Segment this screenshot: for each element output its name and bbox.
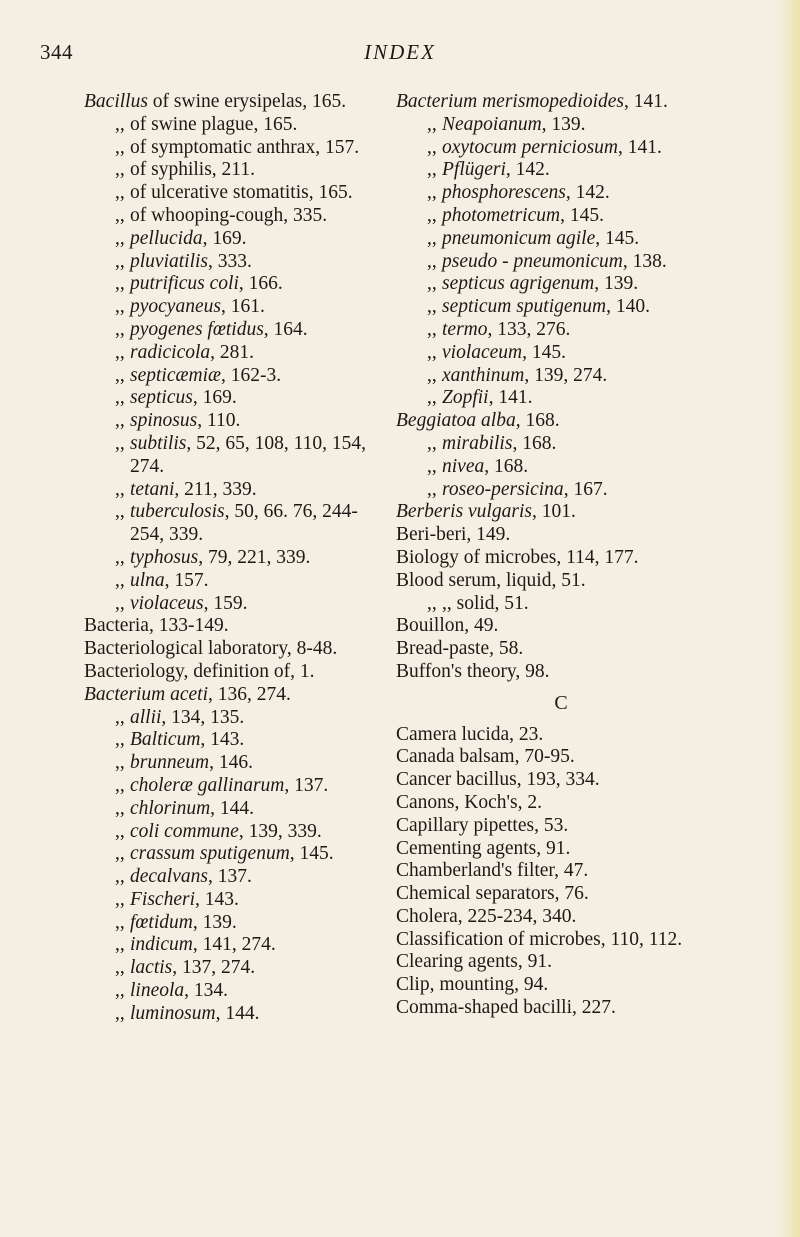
taxon-name: pyogenes fœtidus bbox=[130, 318, 264, 340]
ditto-mark: ,, bbox=[115, 159, 125, 181]
index-subentry bbox=[396, 114, 726, 137]
index-entry bbox=[396, 570, 726, 593]
index-entry bbox=[396, 883, 726, 906]
index-entry bbox=[396, 724, 726, 747]
ditto-mark: ,, bbox=[427, 250, 437, 272]
index-subentry bbox=[396, 593, 726, 616]
taxon-name: pyocyaneus bbox=[130, 296, 221, 318]
ditto-mark: ,, bbox=[115, 546, 125, 568]
ditto-mark: ,, bbox=[427, 159, 437, 181]
entry-text: , 139. bbox=[541, 113, 586, 135]
index-entry bbox=[396, 906, 726, 929]
entry-text: Buffon's theory, 98. bbox=[396, 660, 550, 682]
taxon-name: typhosus bbox=[130, 546, 199, 568]
ditto-mark: ,, bbox=[115, 729, 125, 751]
entry-text: , 101. bbox=[531, 501, 576, 523]
entry-text: Capillary pipettes, 53. bbox=[396, 814, 569, 836]
taxon-name: brunneum bbox=[130, 752, 210, 774]
ditto-mark: ,, bbox=[115, 273, 125, 295]
ditto-mark: ,, bbox=[427, 113, 437, 135]
index-entry bbox=[396, 838, 726, 861]
taxon-name: septicæmiæ bbox=[130, 364, 221, 386]
taxon-name: Bacterium aceti bbox=[84, 683, 208, 705]
index-subentry bbox=[84, 479, 384, 502]
taxon-name: spinosus bbox=[130, 410, 198, 432]
taxon-name: Zopfii bbox=[442, 387, 489, 409]
index-entry bbox=[396, 638, 726, 661]
entry-text: , 141, 274. bbox=[192, 934, 276, 956]
index-subentry bbox=[396, 296, 726, 319]
index-subentry bbox=[396, 456, 726, 479]
index-entry bbox=[396, 547, 726, 570]
section-letter-heading: C bbox=[554, 691, 568, 714]
index-subentry bbox=[396, 342, 726, 365]
index-subentry bbox=[84, 228, 384, 251]
ditto-mark: ,, bbox=[115, 980, 125, 1002]
taxon-name: crassum sputigenum bbox=[130, 843, 290, 865]
ditto-mark: ,, bbox=[427, 478, 437, 500]
taxon-name: coli commune bbox=[130, 820, 239, 842]
entry-text: Cancer bacillus, 193, 334. bbox=[396, 769, 600, 791]
entry-text: , 146. bbox=[209, 752, 253, 774]
entry-text: , 134. bbox=[184, 980, 229, 1002]
taxon-name: radicicola bbox=[130, 341, 211, 363]
taxon-name: Berberis vulgaris bbox=[396, 501, 532, 523]
ditto-mark: ,, bbox=[115, 752, 125, 774]
taxon-name: pneumonicum agile bbox=[442, 227, 596, 249]
index-subentry bbox=[84, 821, 384, 844]
index-entry bbox=[396, 615, 726, 638]
entry-text: , 133, 276. bbox=[487, 318, 571, 340]
ditto-mark: ,, bbox=[115, 866, 125, 888]
entry-text: , 169. bbox=[192, 387, 237, 409]
index-subentry bbox=[396, 273, 726, 296]
index-subentry bbox=[84, 296, 384, 319]
taxon-name: Bacterium merismopedioides bbox=[396, 91, 625, 112]
index-subentry bbox=[84, 547, 384, 570]
entry-text: , 139. bbox=[192, 911, 237, 933]
entry-text: Chamberland's filter, 47. bbox=[396, 860, 589, 882]
index-subentry bbox=[84, 319, 384, 342]
index-entry bbox=[396, 860, 726, 883]
index-subentry bbox=[396, 387, 726, 410]
entry-text: Chemical separators, 76. bbox=[396, 883, 589, 905]
index-subentry bbox=[84, 387, 384, 410]
ditto-mark: ,, bbox=[115, 182, 125, 204]
index-subentry bbox=[84, 912, 384, 935]
index-subentry bbox=[84, 205, 384, 228]
ditto-mark: ,, bbox=[115, 204, 125, 226]
entry-text: Blood serum, liquid, 51. bbox=[396, 569, 586, 591]
taxon-name: Pflügeri bbox=[442, 159, 506, 181]
entry-text: , 137. bbox=[284, 774, 329, 796]
taxon-name: pluviatilis bbox=[130, 250, 208, 272]
taxon-name: Fischeri bbox=[130, 888, 195, 910]
taxon-name: chlorinum bbox=[130, 797, 211, 819]
entry-text: ,, solid, 51. bbox=[442, 592, 529, 614]
index-subentry bbox=[396, 205, 726, 228]
entry-text: , 137, 274. bbox=[172, 957, 256, 979]
index-column-right bbox=[396, 91, 726, 1020]
index-subentry bbox=[84, 752, 384, 775]
entry-text: , 166. bbox=[238, 273, 283, 295]
index-subentry bbox=[84, 410, 384, 433]
ditto-mark: ,, bbox=[115, 113, 125, 135]
index-entry bbox=[396, 929, 726, 952]
ditto-mark: ,, bbox=[115, 843, 125, 865]
entry-text: Bacteriological laboratory, 8-48. bbox=[84, 638, 338, 660]
index-subentry bbox=[396, 479, 726, 502]
entry-text: Bacteria, 133-149. bbox=[84, 615, 229, 637]
ditto-mark: ,, bbox=[115, 957, 125, 979]
taxon-name: nivea bbox=[442, 455, 485, 477]
ditto-mark: ,, bbox=[427, 364, 437, 386]
index-subentry bbox=[84, 159, 384, 182]
entry-text: Bread-paste, 58. bbox=[396, 638, 524, 660]
entry-text: , 145. bbox=[522, 341, 567, 363]
index-entry bbox=[84, 91, 384, 114]
entry-text: Cementing agents, 91. bbox=[396, 837, 571, 859]
index-entry bbox=[84, 615, 384, 638]
entry-text: of ulcerative stomatitis, 165. bbox=[130, 182, 353, 204]
taxon-name: roseo-persicina bbox=[442, 478, 564, 500]
ditto-mark: ,, bbox=[115, 387, 125, 409]
running-head: INDEX bbox=[364, 40, 436, 64]
index-subentry bbox=[84, 843, 384, 866]
entry-text: , 141. bbox=[624, 91, 668, 112]
ditto-mark: ,, bbox=[115, 569, 125, 591]
entry-text: of syphilis, 211. bbox=[130, 159, 255, 181]
index-subentry bbox=[84, 866, 384, 889]
ditto-mark: ,, bbox=[427, 341, 437, 363]
ditto-mark: ,, bbox=[115, 136, 125, 158]
ditto-mark: ,, bbox=[427, 455, 437, 477]
entry-text: , 168. bbox=[512, 432, 557, 454]
entry-text: , 141. bbox=[488, 387, 533, 409]
entry-text: , 79, 221, 339. bbox=[198, 546, 311, 568]
entry-text: , 142. bbox=[505, 159, 550, 181]
index-subentry bbox=[396, 137, 726, 160]
entry-text: Biology of microbes, 114, 177. bbox=[396, 546, 639, 568]
entry-text: , 137. bbox=[207, 866, 252, 888]
taxon-name: xanthinum bbox=[442, 364, 525, 386]
index-subentry bbox=[84, 137, 384, 160]
entry-text: , 136, 274. bbox=[208, 683, 291, 705]
index-subentry bbox=[84, 934, 384, 957]
index-entry bbox=[396, 769, 726, 792]
index-subentry bbox=[84, 570, 384, 593]
index-subentry bbox=[84, 957, 384, 980]
entry-text: of swine erysipelas, 165. bbox=[147, 91, 347, 112]
ditto-mark: ,, bbox=[115, 774, 125, 796]
entry-text: , 139. bbox=[594, 273, 639, 295]
entry-text: , 211, 339. bbox=[174, 478, 257, 500]
entry-text: of whooping-cough, 335. bbox=[130, 204, 328, 226]
index-subentry bbox=[84, 114, 384, 137]
index-entry bbox=[396, 792, 726, 815]
index-subentry bbox=[84, 707, 384, 730]
index-subentry bbox=[84, 251, 384, 274]
entry-text: , 281. bbox=[210, 341, 255, 363]
ditto-mark: ,, bbox=[115, 706, 125, 728]
index-subentry bbox=[84, 593, 384, 616]
entry-text: Canons, Koch's, 2. bbox=[396, 791, 542, 813]
taxon-name: violaceus bbox=[130, 592, 204, 614]
taxon-name: subtilis bbox=[130, 432, 187, 454]
taxon-name: termo bbox=[442, 318, 488, 340]
index-subentry bbox=[84, 501, 384, 547]
ditto-mark: ,, bbox=[115, 501, 125, 523]
ditto-mark: ,, bbox=[115, 410, 125, 432]
ditto-mark: ,, bbox=[115, 797, 125, 819]
entry-text: , 169. bbox=[202, 227, 247, 249]
index-entry bbox=[396, 501, 726, 524]
entry-text: , 134, 135. bbox=[161, 706, 245, 728]
taxon-name: Bacillus bbox=[84, 91, 148, 112]
taxon-name: lactis bbox=[130, 957, 173, 979]
taxon-name: indicum bbox=[130, 934, 193, 956]
entry-text: , 159. bbox=[203, 592, 248, 614]
ditto-mark: ,, bbox=[115, 1002, 125, 1024]
index-subentry bbox=[84, 273, 384, 296]
taxon-name: pellucida bbox=[130, 227, 203, 249]
taxon-name: Balticum bbox=[130, 729, 201, 751]
index-entry bbox=[84, 638, 384, 661]
ditto-mark: ,, bbox=[427, 273, 437, 295]
taxon-name: septicus bbox=[130, 387, 193, 409]
taxon-name: Beggiatoa alba bbox=[396, 410, 516, 432]
ditto-mark: ,, bbox=[427, 136, 437, 158]
entry-text: , 168. bbox=[484, 455, 529, 477]
index-subentry bbox=[84, 889, 384, 912]
entry-text: , 167. bbox=[563, 478, 608, 500]
index-subentry bbox=[396, 182, 726, 205]
taxon-name: septicus agrigenum bbox=[442, 273, 595, 295]
entry-text: of swine plague, 165. bbox=[130, 113, 298, 135]
taxon-name: pseudo - pneumonicum bbox=[442, 250, 623, 272]
ditto-mark: ,, bbox=[427, 227, 437, 249]
taxon-name: putrificus coli bbox=[130, 273, 239, 295]
taxon-name: phosphorescens bbox=[442, 182, 566, 204]
entry-text: , 50, 66. 76, 244-254, 339. bbox=[130, 501, 358, 546]
index-entry bbox=[396, 951, 726, 974]
ditto-mark: ,, bbox=[115, 820, 125, 842]
ditto-mark: ,, bbox=[115, 227, 125, 249]
index-subentry bbox=[84, 365, 384, 388]
entry-text: , 145. bbox=[289, 843, 334, 865]
index-subentry bbox=[84, 775, 384, 798]
entry-text: , 139, 274. bbox=[524, 364, 608, 386]
taxon-name: fœtidum bbox=[130, 911, 193, 933]
entry-text: , 164. bbox=[263, 318, 308, 340]
taxon-name: decalvans bbox=[130, 866, 208, 888]
taxon-name: Neapoianum bbox=[442, 113, 542, 135]
entry-text: , 144. bbox=[210, 797, 255, 819]
ditto-mark: ,, bbox=[115, 318, 125, 340]
taxon-name: oxytocum perniciosum bbox=[442, 136, 618, 158]
entry-text: of symptomatic anthrax, 157. bbox=[130, 136, 360, 158]
entry-text: Camera lucida, 23. bbox=[396, 723, 544, 745]
entry-text: , 333. bbox=[208, 250, 252, 272]
entry-text: Cholera, 225-234, 340. bbox=[396, 905, 577, 927]
ditto-mark: ,, bbox=[427, 182, 437, 204]
entry-text: Classification of microbes, 110, 112. bbox=[396, 928, 683, 950]
index-entry bbox=[396, 91, 726, 114]
entry-text: , 145. bbox=[595, 227, 640, 249]
entry-text: , 138. bbox=[622, 250, 667, 272]
entry-text: , 144. bbox=[215, 1002, 260, 1024]
index-entry bbox=[84, 684, 384, 707]
ditto-mark: ,, bbox=[115, 911, 125, 933]
ditto-mark: ,, bbox=[427, 387, 437, 409]
entry-text: , 110. bbox=[197, 410, 241, 432]
taxon-name: allii bbox=[130, 706, 162, 728]
index-column-left bbox=[84, 91, 384, 1026]
index-entry bbox=[396, 974, 726, 997]
index-subentry bbox=[396, 433, 726, 456]
ditto-mark: ,, bbox=[115, 364, 125, 386]
index-entry bbox=[396, 997, 726, 1020]
index-entry bbox=[396, 815, 726, 838]
entry-text: Bacteriology, definition of, 1. bbox=[84, 660, 315, 682]
entry-text: , 52, 65, 108, 110, 154, 274. bbox=[130, 432, 367, 477]
entry-text: Canada balsam, 70-95. bbox=[396, 746, 575, 768]
ditto-mark: ,, bbox=[115, 341, 125, 363]
ditto-mark: ,, bbox=[115, 888, 125, 910]
index-entry bbox=[84, 661, 384, 684]
ditto-mark: ,, bbox=[115, 250, 125, 272]
entry-text: , 143. bbox=[200, 729, 245, 751]
ditto-mark: ,, bbox=[427, 432, 437, 454]
index-subentry bbox=[84, 980, 384, 1003]
ditto-mark: ,, bbox=[427, 204, 437, 226]
taxon-name: luminosum bbox=[130, 1002, 216, 1024]
entry-text: , 157. bbox=[164, 569, 209, 591]
ditto-mark: ,, bbox=[115, 478, 125, 500]
ditto-mark: ,, bbox=[427, 592, 437, 614]
index-subentry bbox=[84, 729, 384, 752]
ditto-mark: ,, bbox=[115, 432, 125, 454]
taxon-name: mirabilis bbox=[442, 432, 513, 454]
ditto-mark: ,, bbox=[115, 592, 125, 614]
index-entry bbox=[396, 410, 726, 433]
index-subentry bbox=[84, 798, 384, 821]
index-subentry bbox=[84, 433, 384, 479]
entry-text: , 139, 339. bbox=[238, 820, 322, 842]
entry-text: Clearing agents, 91. bbox=[396, 951, 552, 973]
taxon-name: choleræ gallinarum bbox=[130, 774, 285, 796]
page-edge-stain bbox=[778, 0, 800, 1237]
index-subentry bbox=[396, 228, 726, 251]
index-subentry bbox=[84, 1003, 384, 1026]
index-entry bbox=[396, 661, 726, 684]
index-subentry bbox=[396, 365, 726, 388]
taxon-name: septicum sputigenum bbox=[442, 296, 607, 318]
ditto-mark: ,, bbox=[427, 318, 437, 340]
index-subentry bbox=[396, 319, 726, 342]
index-subentry bbox=[84, 342, 384, 365]
taxon-name: photometricum bbox=[442, 204, 561, 226]
taxon-name: tetani bbox=[130, 478, 175, 500]
entry-text: , 142. bbox=[565, 182, 610, 204]
entry-text: , 161. bbox=[220, 296, 265, 318]
index-subentry bbox=[396, 159, 726, 182]
entry-text: , 145. bbox=[560, 204, 604, 226]
entry-text: , 143. bbox=[194, 888, 239, 910]
ditto-mark: ,, bbox=[115, 934, 125, 956]
ditto-mark: ,, bbox=[427, 296, 437, 318]
entry-text: Beri-beri, 149. bbox=[396, 524, 511, 546]
entry-text: , 168. bbox=[515, 410, 560, 432]
entry-text: Comma-shaped bacilli, 227. bbox=[396, 997, 616, 1019]
entry-text: , 162-3. bbox=[221, 364, 282, 386]
taxon-name: tuberculosis bbox=[130, 501, 225, 523]
entry-text: , 141. bbox=[618, 136, 662, 158]
ditto-mark: ,, bbox=[115, 296, 125, 318]
index-subentry bbox=[396, 251, 726, 274]
index-entry bbox=[396, 524, 726, 547]
taxon-name: violaceum bbox=[442, 341, 523, 363]
entry-text: Bouillon, 49. bbox=[396, 615, 499, 637]
page-number: 344 bbox=[40, 40, 73, 64]
entry-text: Clip, mounting, 94. bbox=[396, 974, 549, 996]
entry-text: , 140. bbox=[606, 296, 650, 318]
taxon-name: lineola bbox=[130, 980, 185, 1002]
taxon-name: ulna bbox=[130, 569, 165, 591]
index-entry bbox=[396, 746, 726, 769]
index-subentry bbox=[84, 182, 384, 205]
